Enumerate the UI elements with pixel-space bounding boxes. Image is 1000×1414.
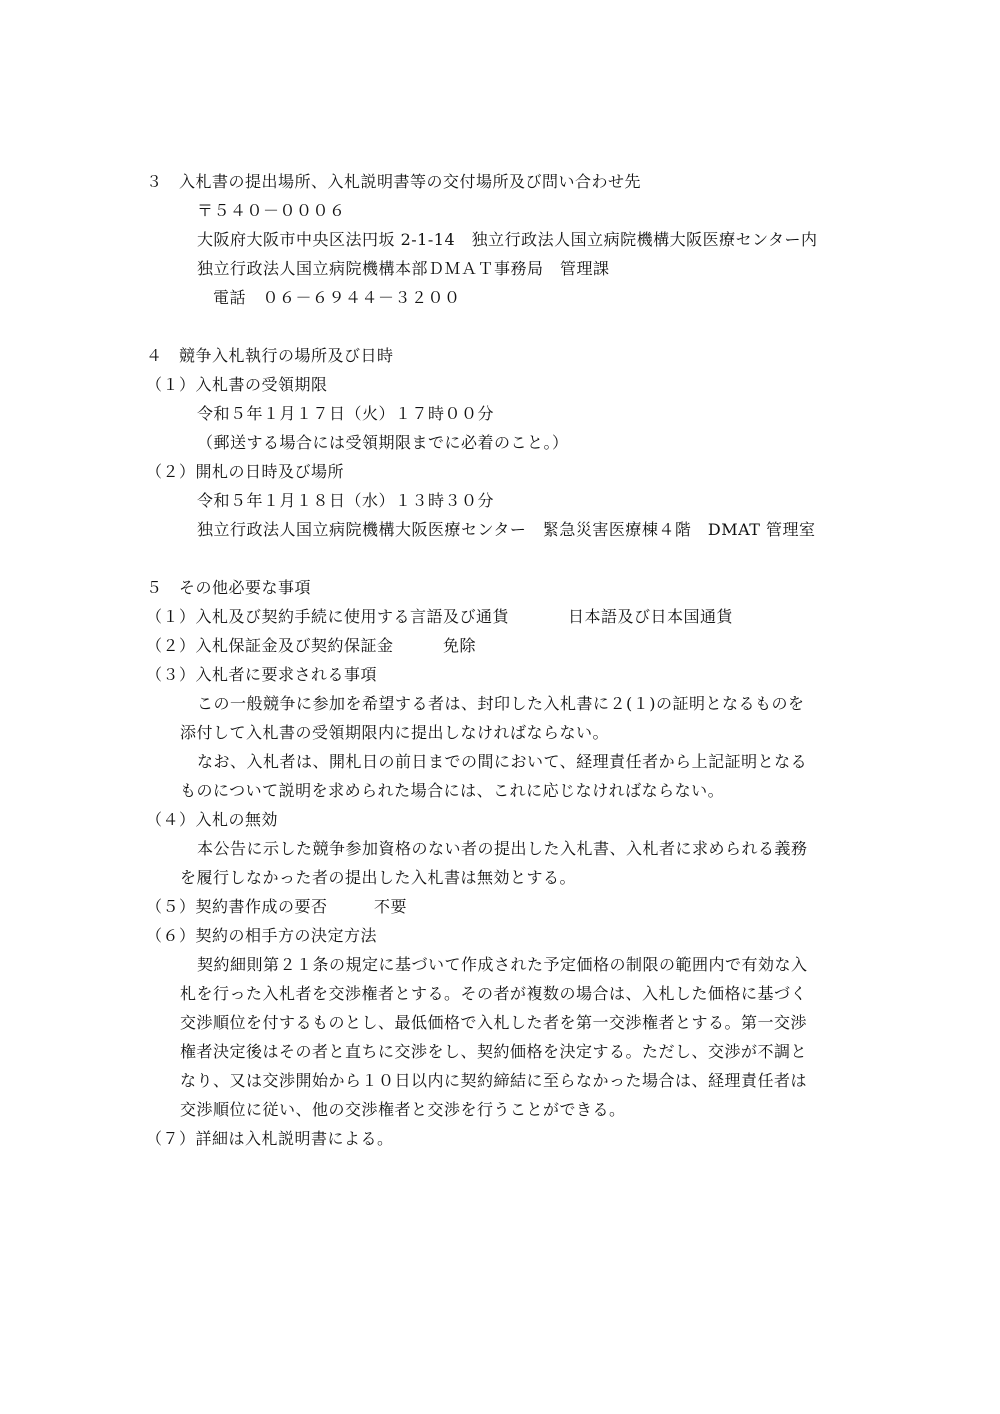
section4-heading: ４ 競争入札執行の場所及び日時	[146, 346, 394, 365]
section5-item2-label: （２）入札保証金及び契約保証金	[146, 636, 394, 655]
section4-item1-note: （郵送する場合には受領期限までに必着のこと。）	[197, 433, 569, 452]
section5-item5-value: 不要	[374, 897, 408, 916]
section5-item3-paragraph2-line1: なお、入札者は、開札日の前日までの間において、経理責任者から上記証明となる	[197, 752, 808, 771]
section5-heading: ５ その他必要な事項	[146, 578, 312, 597]
postal-code: 〒５４０－０００６	[197, 201, 346, 220]
section5-item3-label: （３）入札者に要求される事項	[146, 665, 378, 684]
section5-item6-line6: 交渉順位に従い、他の交渉権者と交渉を行うことができる。	[180, 1100, 626, 1119]
section5-item3-paragraph1-line1: この一般競争に参加を希望する者は、封印した入札書に２(１)の証明となるものを	[197, 694, 805, 713]
section4-item2-place: 独立行政法人国立病院機構大阪医療センター 緊急災害医療棟４階 DMAT 管理室	[197, 520, 816, 539]
section5-item6-line3: 交渉順位を付するものとし、最低価格で入札した者を第一交渉権者とする。第一交渉	[180, 1013, 808, 1032]
section4-item2-date: 令和５年１月１８日（水）１３時３０分	[197, 491, 495, 510]
address: 大阪府大阪市中央区法円坂 2-1-14 独立行政法人国立病院機構大阪医療センター内	[197, 230, 818, 249]
section4-item1-date: 令和５年１月１７日（火）１７時００分	[197, 404, 495, 423]
section5-item3-paragraph1-line2: 添付して入札書の受領期限内に提出しなければならない。	[180, 723, 610, 742]
section5-item5-label: （５）契約書作成の要否	[146, 897, 328, 916]
section5-item4-label: （４）入札の無効	[146, 810, 279, 829]
section4-item2-label: （２）開札の日時及び場所	[146, 462, 345, 481]
section4-item1-label: （１）入札書の受領期限	[146, 375, 328, 394]
section5-item6-line4: 権者決定後はその者と直ちに交渉をし、契約価格を決定する。ただし、交渉が不調と	[180, 1042, 808, 1061]
section5-item2-value: 免除	[443, 636, 477, 655]
section5-item6-line2: 札を行った入札者を交渉権者とする。その者が複数の場合は、入札した価格に基づく	[180, 984, 808, 1003]
section5-item6-label: （６）契約の相手方の決定方法	[146, 926, 378, 945]
section5-item4-line2: を履行しなかった者の提出した入札書は無効とする。	[180, 868, 577, 887]
office-name: 独立行政法人国立病院機構本部ＤＭＡＴ事務局 管理課	[197, 259, 610, 278]
section3-heading: ３ 入札書の提出場所、入札説明書等の交付場所及び問い合わせ先	[146, 172, 642, 191]
section5-item1-label: （１）入札及び契約手続に使用する言語及び通貨	[146, 607, 510, 626]
section5-item1-value: 日本語及び日本国通貨	[568, 607, 734, 626]
section5-item7-label: （７）詳細は入札説明書による。	[146, 1129, 394, 1148]
section5-item4-line1: 本公告に示した競争参加資格のない者の提出した入札書、入札者に求められる義務	[197, 839, 808, 858]
section5-item6-line1: 契約細則第２１条の規定に基づいて作成された予定価格の制限の範囲内で有効な入	[197, 955, 808, 974]
phone-number: 電話 ０６－６９４４－３２００	[213, 288, 461, 307]
section5-item6-line5: なり、又は交渉開始から１０日以内に契約締結に至らなかった場合は、経理責任者は	[180, 1071, 808, 1090]
section5-item3-paragraph2-line2: ものについて説明を求められた場合には、これに応じなければならない。	[180, 781, 725, 800]
